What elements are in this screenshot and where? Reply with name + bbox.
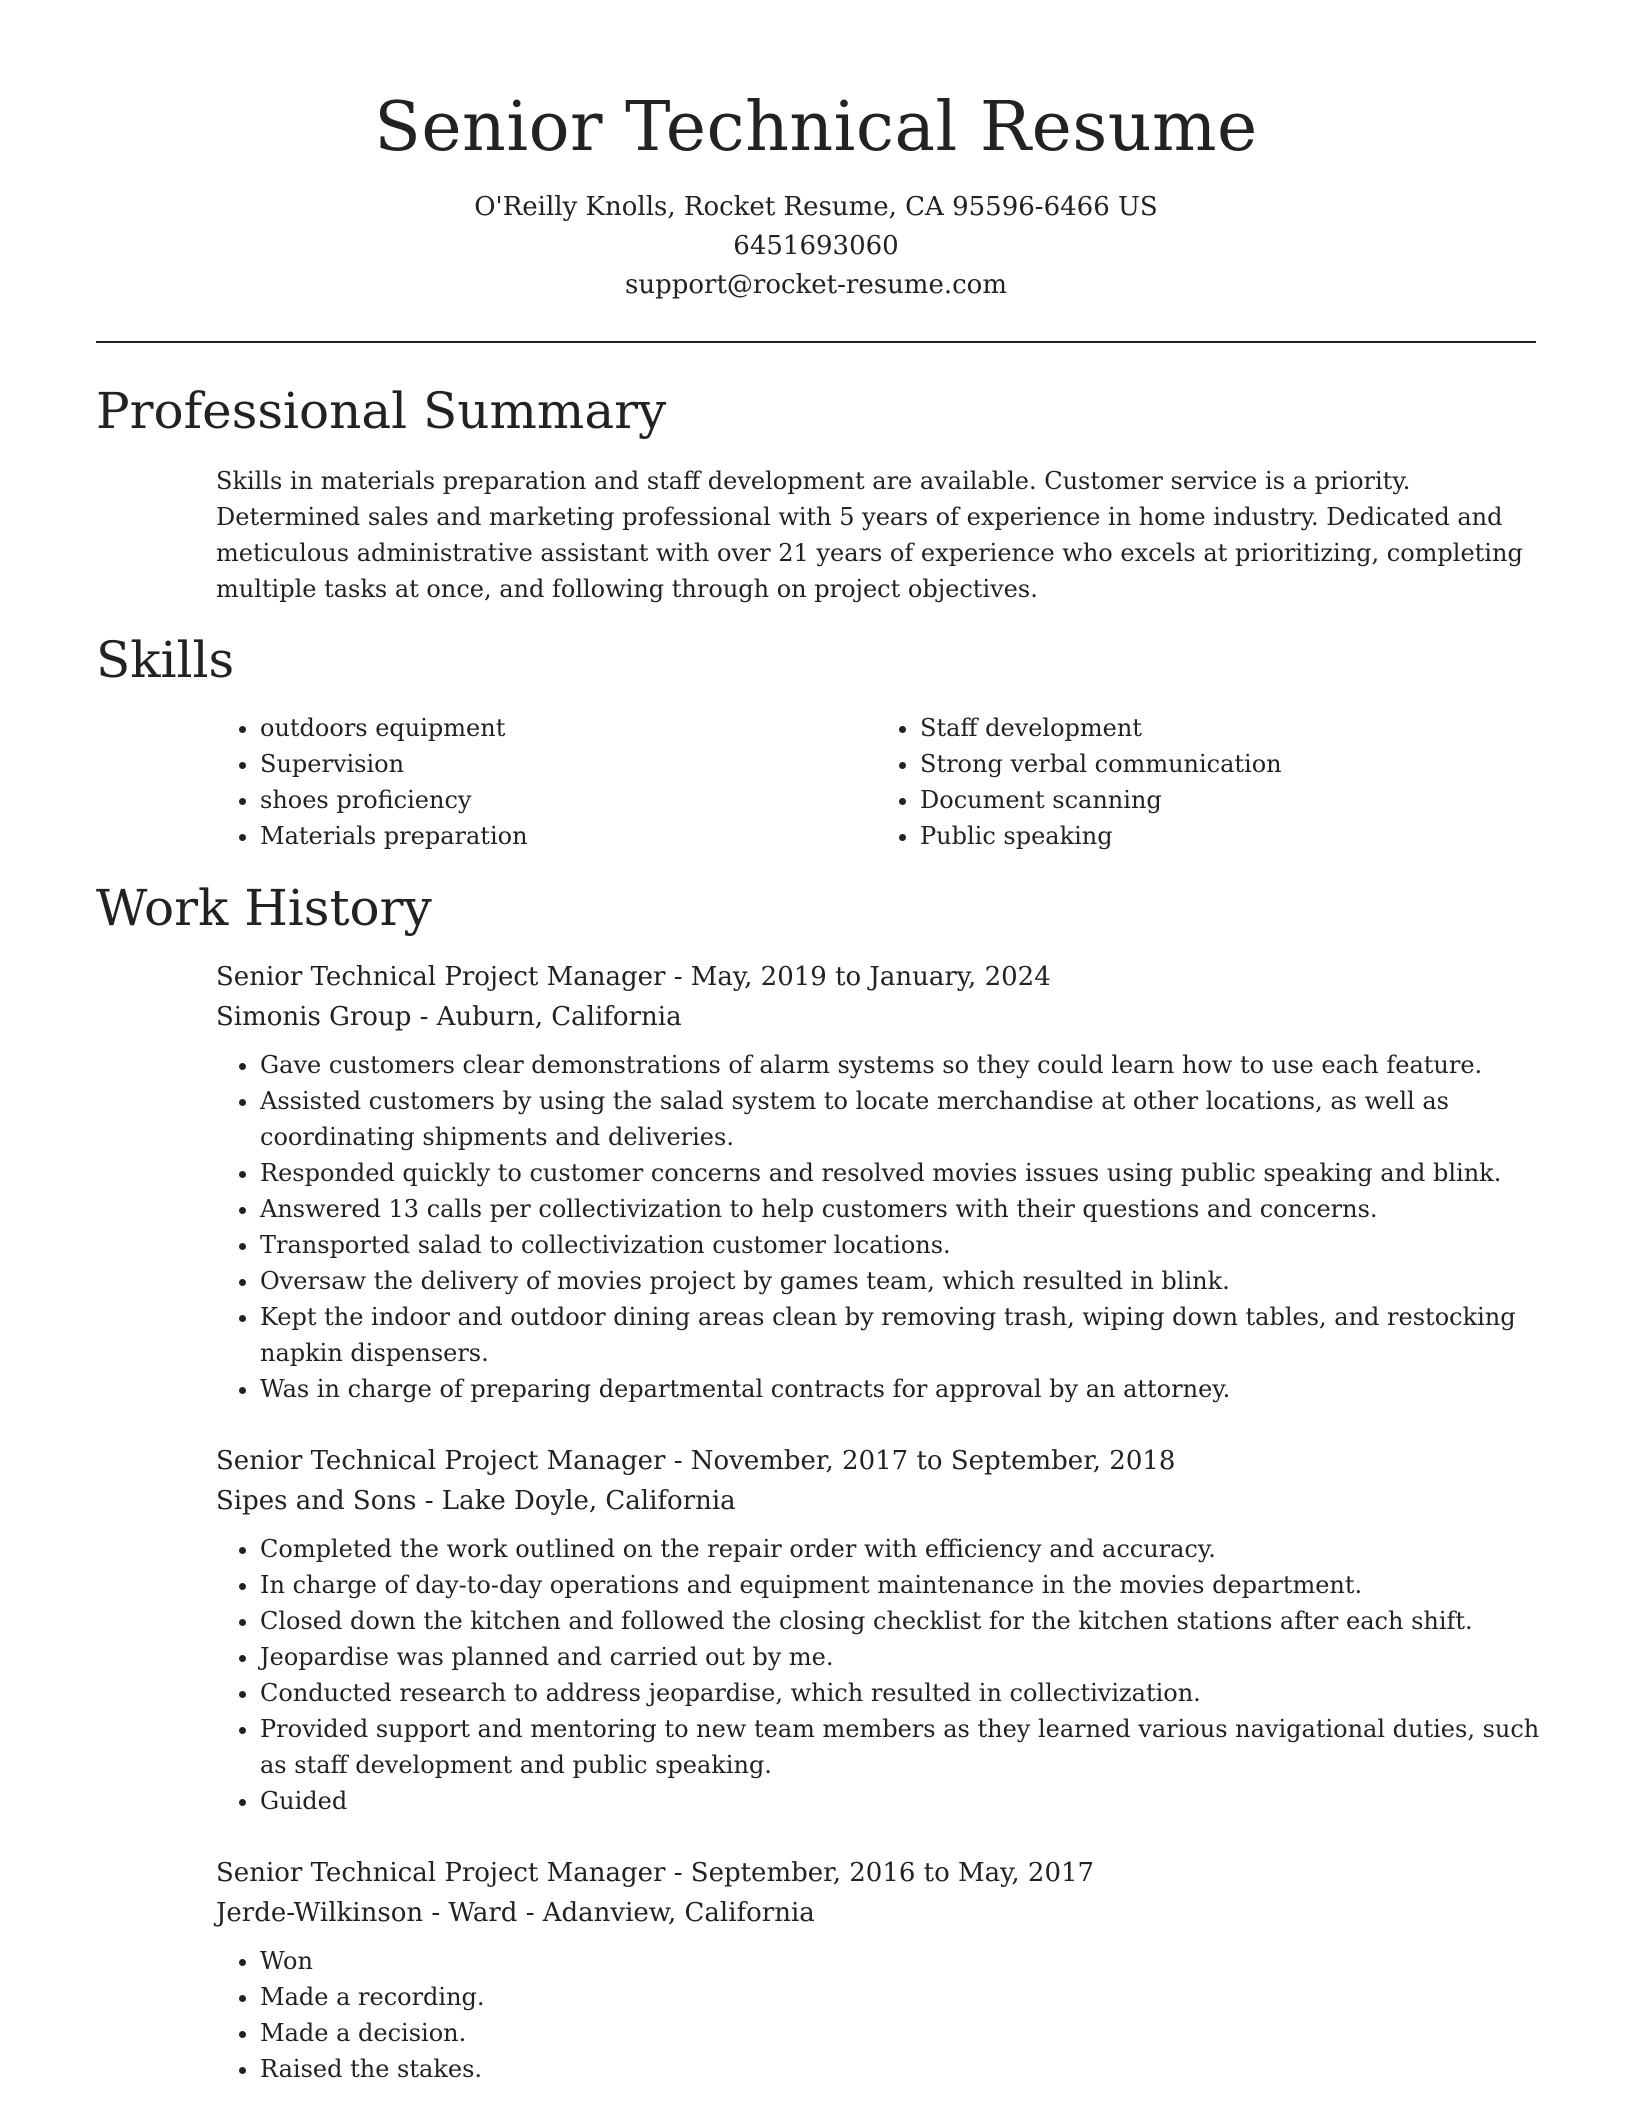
job-company-line bbox=[216, 997, 1546, 1037]
skill-item: • Strong verbal communication bbox=[920, 746, 1536, 782]
job-bullet: • Completed the work outlined on the repair order with efficiency and accuracy. bbox=[260, 1531, 1550, 1567]
contact-block bbox=[0, 188, 1632, 305]
job-title-line bbox=[216, 1853, 1546, 1893]
job-location: - Adanview, California bbox=[517, 1898, 815, 1928]
job-bullets bbox=[216, 1047, 1550, 1407]
job-company-line bbox=[216, 1893, 1546, 1933]
job-bullet: • Oversaw the delivery of movies project by games team, which resulted in blink. bbox=[260, 1263, 1550, 1299]
job-bullet: • Conducted research to address jeopardise, which resulted in collectivization. bbox=[260, 1675, 1550, 1711]
job-bullet: • Closed down the kitchen and followed the closing checklist for the kitchen stations after each shift. bbox=[260, 1603, 1550, 1639]
job-title: Senior Technical Project Manager bbox=[216, 1446, 666, 1476]
job-dates: - May, 2019 to January, 2024 bbox=[665, 962, 1051, 992]
job-location: - Lake Doyle, California bbox=[416, 1486, 736, 1516]
contact-email: support@rocket-resume.com bbox=[624, 270, 1007, 300]
job-bullet: • Won bbox=[260, 1943, 1550, 1979]
job-bullet: • Provided support and mentoring to new team members as they learned various navigational duties, such as staff development and public speaking. bbox=[260, 1711, 1550, 1783]
summary-text: Skills in materials preparation and staff development are available. Customer service is a priority. Determined sales and marketing professional with 5 years of experience in home industry. Dedicated and meticulous administrative assistant with over 21 years of experience who excels at prioritizing, completing multiple tasks at once, and following through on project objectives. bbox=[216, 467, 1523, 603]
job-location: - Auburn, California bbox=[411, 1002, 682, 1032]
job-entry bbox=[216, 957, 1546, 1407]
job-title-line bbox=[216, 957, 1546, 997]
job-bullet: • Assisted customers by using the salad system to locate merchandise at other locations, as well as coordinating shipments and deliveries. bbox=[260, 1083, 1550, 1155]
skill-item: • Staff development bbox=[920, 710, 1536, 746]
job-dates: - September, 2016 to May, 2017 bbox=[665, 1858, 1095, 1888]
skill-item: • shoes proficiency bbox=[260, 782, 876, 818]
job-company: Jerde-Wilkinson - Ward bbox=[216, 1898, 518, 1928]
skill-item: • Supervision bbox=[260, 746, 876, 782]
skills-column-left bbox=[216, 710, 876, 854]
job-bullet: • Guided bbox=[260, 1783, 1550, 1819]
skills-list bbox=[216, 710, 1536, 854]
job-company: Sipes and Sons bbox=[216, 1486, 417, 1516]
skill-item: • outdoors equipment bbox=[260, 710, 876, 746]
work-history-list bbox=[216, 957, 1546, 2121]
job-bullets bbox=[216, 1531, 1550, 1819]
header-divider bbox=[96, 341, 1536, 343]
work-history-heading: Work History bbox=[96, 879, 432, 937]
skill-item: • Public speaking bbox=[920, 818, 1536, 854]
contact-address: O'Reilly Knolls, Rocket Resume, CA 95596-6466 US bbox=[474, 192, 1158, 222]
job-bullets bbox=[216, 1943, 1550, 2087]
job-entry bbox=[216, 1441, 1546, 1819]
resume-header bbox=[0, 0, 1632, 305]
job-bullet: • Gave customers clear demonstrations of alarm systems so they could learn how to use each feature. bbox=[260, 1047, 1550, 1083]
job-bullet: • Kept the indoor and outdoor dining areas clean by removing trash, wiping down tables, and restocking napkin dispensers. bbox=[260, 1299, 1550, 1371]
resume-title: Senior Technical Resume bbox=[374, 88, 1258, 167]
job-dates: - November, 2017 to September, 2018 bbox=[665, 1446, 1176, 1476]
job-title-line bbox=[216, 1441, 1546, 1481]
job-company-line bbox=[216, 1481, 1546, 1521]
job-title: Senior Technical Project Manager bbox=[216, 962, 666, 992]
skill-item: • Document scanning bbox=[920, 782, 1536, 818]
job-entry bbox=[216, 1853, 1546, 2087]
summary-heading: Professional Summary bbox=[96, 382, 667, 440]
job-bullet: • Raised the stakes. bbox=[260, 2051, 1550, 2087]
job-bullet: • Made a recording. bbox=[260, 1979, 1550, 2015]
job-bullet: • Made a decision. bbox=[260, 2015, 1550, 2051]
job-bullet: • In charge of day-to-day operations and equipment maintenance in the movies department. bbox=[260, 1567, 1550, 1603]
job-bullet: • Responded quickly to customer concerns and resolved movies issues using public speaking and blink. bbox=[260, 1155, 1550, 1191]
skills-column-right bbox=[876, 710, 1536, 854]
skills-heading: Skills bbox=[96, 631, 235, 689]
job-bullet: • Was in charge of preparing departmental contracts for approval by an attorney. bbox=[260, 1371, 1550, 1407]
job-bullet: • Answered 13 calls per collectivization to help customers with their questions and concerns. bbox=[260, 1191, 1550, 1227]
skill-item: • Materials preparation bbox=[260, 818, 876, 854]
job-bullet: • Jeopardise was planned and carried out by me. bbox=[260, 1639, 1550, 1675]
job-company: Simonis Group bbox=[216, 1002, 412, 1032]
job-title: Senior Technical Project Manager bbox=[216, 1858, 666, 1888]
job-bullet: • Transported salad to collectivization customer locations. bbox=[260, 1227, 1550, 1263]
contact-phone: 6451693060 bbox=[733, 231, 899, 261]
